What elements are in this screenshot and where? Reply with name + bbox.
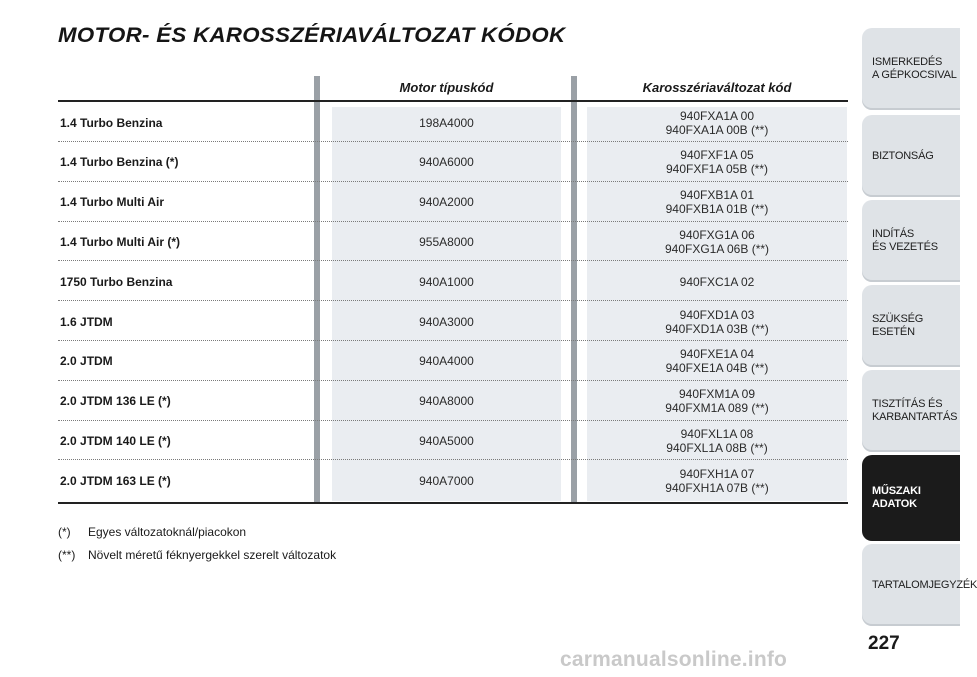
body-code: 940FXH1A 07B (**) — [665, 480, 769, 495]
engine-label: 1.4 Turbo Benzina (*) — [60, 155, 179, 170]
footnotes — [58, 525, 336, 571]
footnote-mark: (*) — [58, 525, 71, 539]
body-code: 940FXA1A 00B (**) — [665, 122, 769, 137]
engine-body-code-table — [58, 76, 848, 506]
tab-label: ISMERKEDÉS — [872, 56, 943, 68]
motor-code: 940A1000 — [419, 274, 474, 289]
body-code: 940FXE1A 04 — [679, 347, 755, 362]
tab-label: ÉS VEZETÉS — [872, 241, 938, 253]
engine-label: 2.0 JTDM 140 LE (*) — [60, 433, 171, 448]
body-code: 940FXD1A 03B (**) — [665, 321, 769, 336]
body-code-cell — [587, 421, 847, 460]
motor-code: 955A8000 — [419, 234, 474, 249]
tab-label: INDÍTÁS — [872, 228, 914, 240]
engine-label: 1750 Turbo Benzina — [60, 274, 173, 289]
body-code-cell — [587, 222, 847, 261]
engine-label: 2.0 JTDM 136 LE (*) — [60, 394, 171, 409]
engine-label: 2.0 JTDM — [60, 354, 113, 369]
table-row — [58, 103, 848, 142]
motor-code: 940A8000 — [419, 394, 474, 409]
body-code-cell — [587, 382, 847, 421]
tab-label: TARTALOMJEGYZÉK — [872, 578, 977, 591]
tab-ismerkedes[interactable] — [862, 28, 960, 110]
body-code: 940FXB1A 01B (**) — [665, 202, 769, 217]
body-code: 940FXC1A 02 — [679, 274, 755, 289]
body-code: 940FXH1A 07 — [679, 466, 755, 481]
tab-label: MŰSZAKI — [872, 485, 921, 497]
header-body: Karosszériaváltozat kód — [642, 80, 792, 95]
body-code: 940FXF1A 05 — [680, 148, 754, 163]
table-row — [58, 461, 848, 500]
header-rule — [58, 100, 848, 102]
body-code: 940FXD1A 03 — [679, 307, 755, 322]
motor-code: 940A5000 — [419, 433, 474, 448]
motor-code: 940A7000 — [419, 473, 474, 488]
bottom-rule — [58, 502, 848, 504]
table-row — [58, 421, 848, 460]
tab-label: BIZTONSÁG — [872, 149, 934, 162]
table-row — [58, 262, 848, 301]
table-row — [58, 302, 848, 341]
body-code-cell — [587, 183, 847, 222]
body-code: 940FXE1A 04B (**) — [665, 361, 769, 376]
motor-code: 940A4000 — [419, 354, 474, 369]
engine-label: 1.4 Turbo Benzina — [60, 115, 163, 130]
page-number: 227 — [868, 633, 900, 654]
tab-label: SZÜKSÉG — [872, 313, 924, 325]
tab-tisztitas[interactable] — [862, 370, 960, 452]
body-code-cell — [587, 262, 847, 301]
body-code: 940FXL1A 08B (**) — [666, 440, 768, 455]
body-code: 940FXA1A 00 — [679, 108, 755, 123]
tab-muszaki-adatok[interactable] — [862, 455, 960, 541]
header-motor: Motor típuskód — [399, 80, 494, 95]
body-code: 940FXM1A 09 — [678, 387, 756, 402]
motor-code: 198A4000 — [419, 115, 474, 130]
engine-label: 1.6 JTDM — [60, 314, 113, 329]
body-code: 940FXB1A 01 — [679, 188, 755, 203]
body-code: 940FXG1A 06B (**) — [664, 241, 770, 256]
motor-code: 940A6000 — [419, 155, 474, 170]
table-row — [58, 222, 848, 261]
motor-code: 940A2000 — [419, 195, 474, 210]
body-code-cell — [587, 103, 847, 142]
footnote-text: Növelt méretű féknyergekkel szerelt változatok — [88, 548, 337, 562]
page-title: MOTOR- ÉS KAROSSZÉRIAVÁLTOZAT KÓDOK — [58, 24, 566, 47]
watermark: carmanualsonline.info — [560, 648, 788, 671]
tab-label: A GÉPKOCSIVAL — [872, 69, 957, 81]
body-code-cell — [587, 143, 847, 182]
body-code-cell — [587, 461, 847, 500]
tab-label: ADATOK — [872, 498, 917, 510]
footnote — [58, 548, 336, 571]
engine-label: 2.0 JTDM 163 LE (*) — [60, 473, 171, 488]
tab-biztonsag[interactable] — [862, 115, 960, 197]
motor-code: 940A3000 — [419, 314, 474, 329]
body-code: 940FXG1A 06 — [679, 227, 755, 242]
table-row — [58, 382, 848, 421]
table-row — [58, 183, 848, 222]
engine-label: 1.4 Turbo Multi Air — [60, 195, 164, 210]
footnote — [58, 525, 336, 548]
body-code: 940FXF1A 05B (**) — [665, 162, 769, 177]
body-code-cell — [587, 302, 847, 341]
body-code: 940FXM1A 089 (**) — [665, 401, 769, 416]
tab-label: ESETÉN — [872, 326, 915, 338]
body-code-cell — [587, 342, 847, 381]
footnote-text: Egyes változatoknál/piacokon — [88, 525, 247, 539]
engine-label: 1.4 Turbo Multi Air (*) — [60, 234, 180, 249]
table-row — [58, 342, 848, 381]
body-code: 940FXL1A 08 — [680, 426, 754, 441]
tab-inditas[interactable] — [862, 200, 960, 282]
table-row — [58, 143, 848, 182]
tab-tartalomjegyzek[interactable] — [862, 544, 977, 626]
tab-label: KARBANTARTÁS — [872, 411, 958, 423]
footnote-mark: (**) — [58, 548, 76, 562]
tab-szukseg[interactable] — [862, 285, 960, 367]
tab-label: TISZTÍTÁS ÉS — [872, 398, 943, 410]
